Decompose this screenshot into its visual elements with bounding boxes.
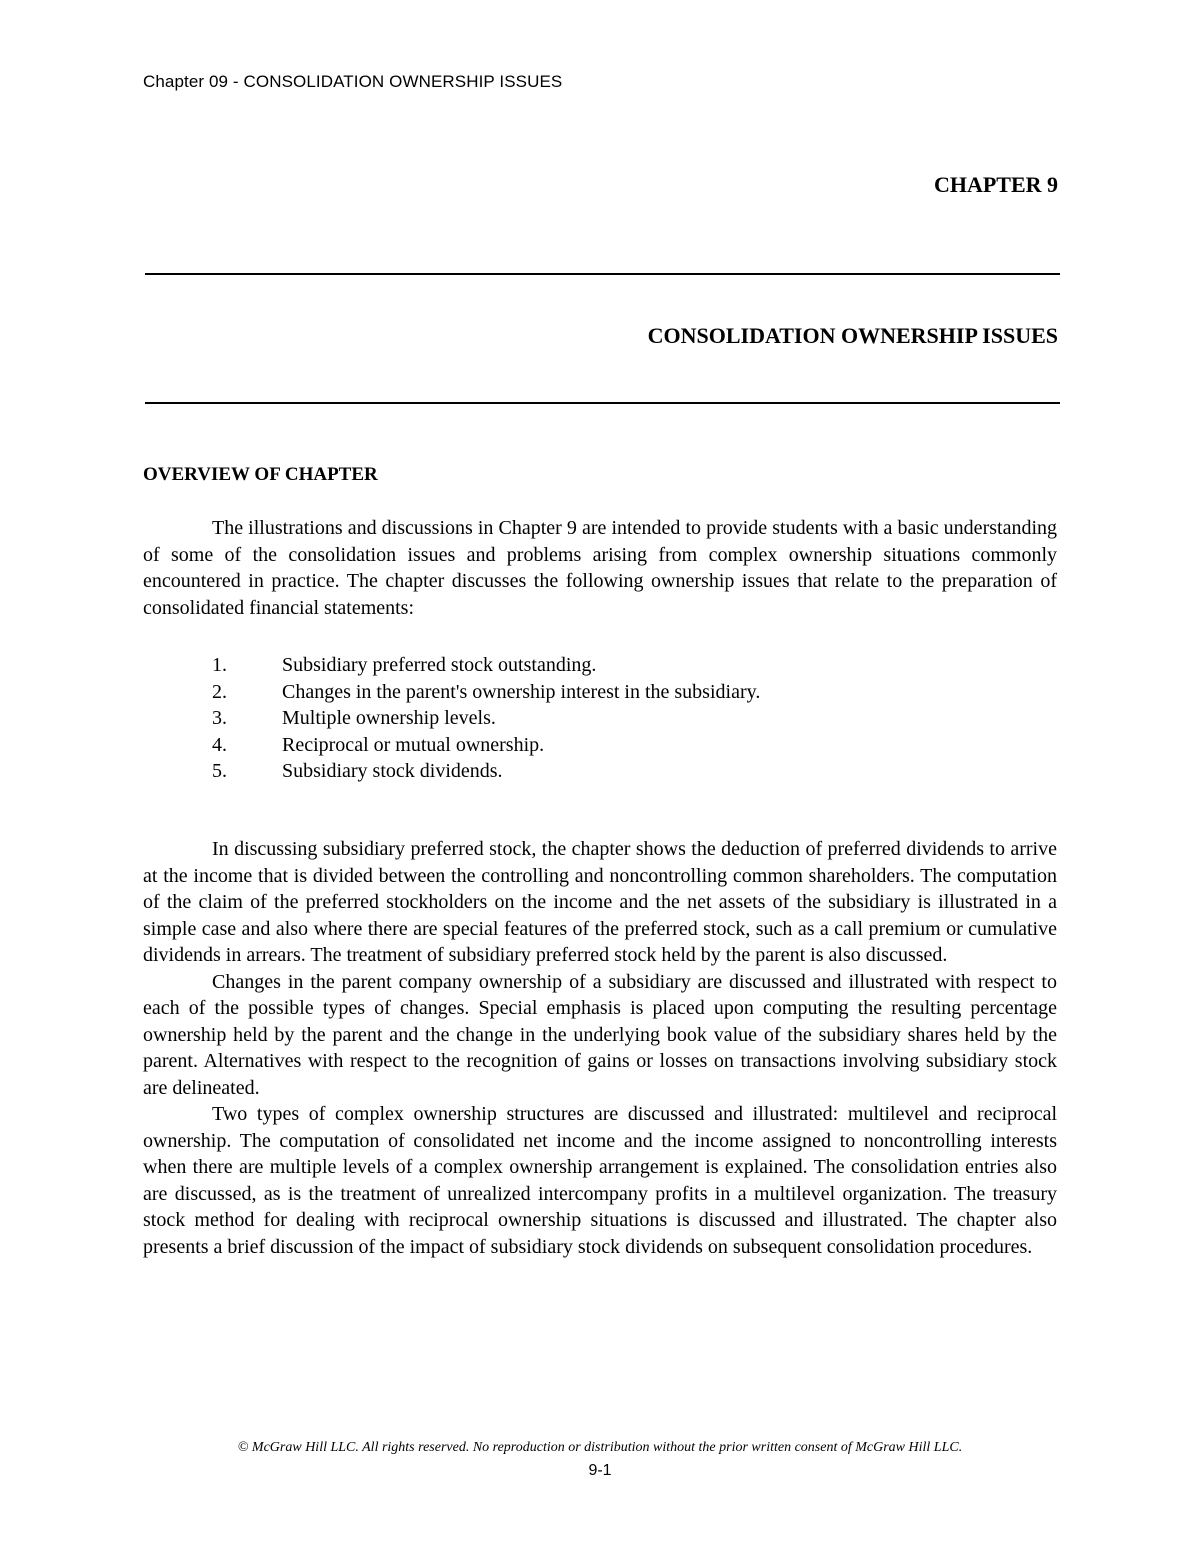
list-item (212, 758, 760, 785)
top-divider (145, 273, 1060, 275)
chapter-number: CHAPTER 9 (933, 172, 1058, 197)
list-item-number: 4. (212, 733, 227, 756)
bottom-divider (145, 402, 1060, 404)
chapter-title: CONSOLIDATION OWNERSHIP ISSUES (647, 323, 1058, 348)
running-header: Chapter 09 - CONSOLIDATION OWNERSHIP ISSUES (143, 72, 563, 91)
copyright-notice: © McGraw Hill LLC. All rights reserved. No reproduction or distribution without the prior written consent of McGraw Hill LLC. (237, 1440, 963, 1455)
intro-paragraph: The illustrations and discussions in Chapter 9 are intended to provide students with a basic understanding of some of the consolidation issues and problems arising from complex ownership situations commonly encountered in practice. The chapter discusses the following ownership issues that relate to the preparation of consolidated financial statements: (143, 517, 1057, 619)
complex-ownership-paragraph: Two types of complex ownership structures are discussed and illustrated: multilevel and reciprocal ownership. The computation of consolidated net income and the income assigned to noncontrolling interests when there are multiple levels of a complex ownership arrangement is explained. The consolidation entries also are discussed, as is the treatment of unrealized intercompany profits in a multilevel organization. The treasury stock method for dealing with reciprocal ownership situations is discussed and illustrated. The chapter also presents a brief discussion of the impact of subsidiary stock dividends on subsequent consolidation procedures. (143, 1103, 1057, 1258)
list-item-number: 5. (212, 760, 227, 782)
list-item-text: Multiple ownership levels. (282, 707, 496, 729)
list-item (212, 705, 760, 732)
list-item-number: 1. (212, 654, 227, 676)
overview-heading: OVERVIEW OF CHAPTER (143, 464, 378, 485)
chapter-discussion (143, 836, 1057, 1260)
page-number: 9-1 (588, 1462, 612, 1479)
list-item-text: Subsidiary preferred stock outstanding. (282, 654, 597, 676)
list-item-number: 3. (212, 707, 227, 729)
preferred-stock-paragraph: In discussing subsidiary preferred stock, the chapter shows the deduction of preferred dividends to arrive at the income that is divided between the controlling and noncontrolling common shareholders. The computation of the claim of the preferred stockholders on the income and the net assets of the subsidiary is illustrated in a simple case and also where there are special features of the preferred stock, such as a call premium or cumulative dividends in arrears. The treatment of subsidiary preferred stock held by the parent is also discussed. (143, 838, 1057, 966)
list-item-text: Changes in the parent's ownership interest in the subsidiary. (282, 680, 761, 703)
list-item-text: Subsidiary stock dividends. (282, 760, 503, 782)
list-item-number: 2. (212, 680, 227, 703)
ownership-issues-list (212, 652, 760, 785)
list-item (212, 679, 760, 706)
list-item-text: Reciprocal or mutual ownership. (282, 733, 545, 756)
list-item (212, 732, 760, 759)
overview-intro (143, 515, 1057, 621)
list-item (212, 652, 760, 679)
ownership-change-paragraph: Changes in the parent company ownership of a subsidiary are discussed and illustrated with respect to each of the possible types of changes. Special emphasis is placed upon computing the resulting percentage ownership held by the parent and the change in the underlying book value of the subsidiary shares held by the parent. Alternatives with respect to the recognition of gains or losses on transactions involving subsidiary stock are delineated. (143, 970, 1057, 1099)
